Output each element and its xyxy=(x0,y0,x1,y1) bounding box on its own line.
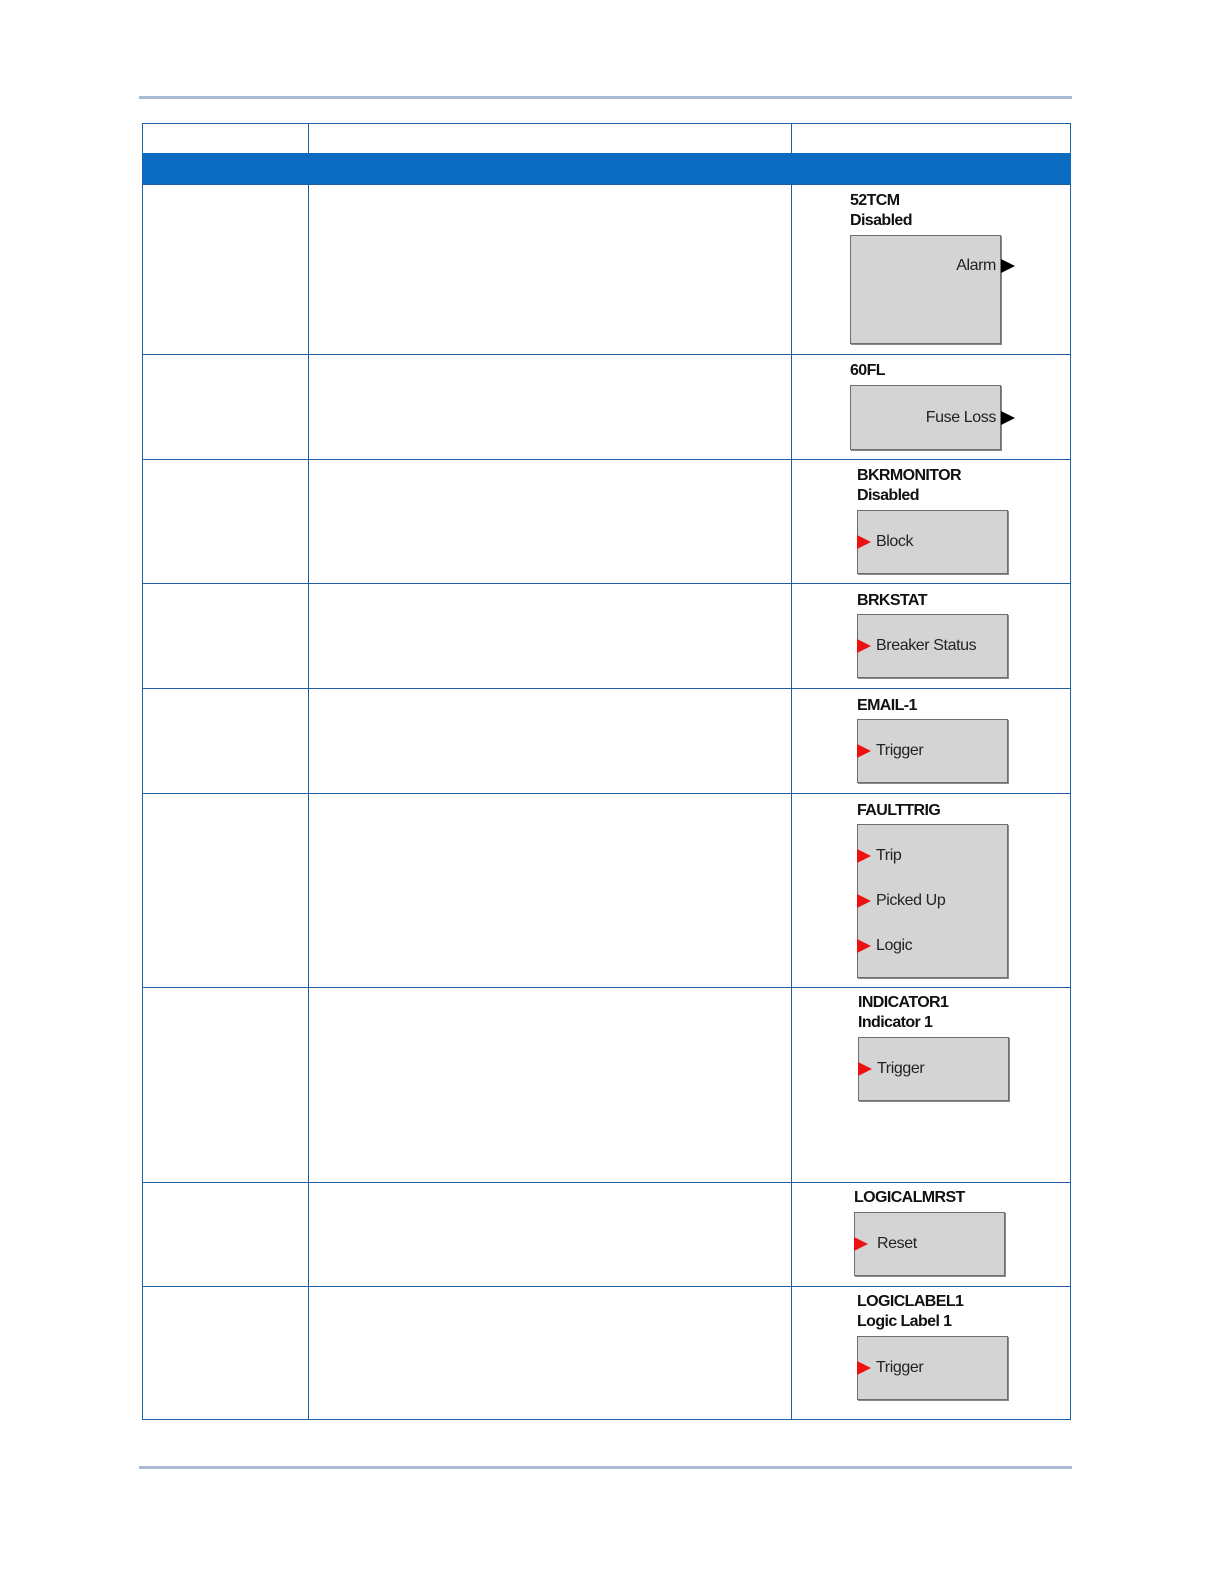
logic-block-email-1 xyxy=(857,696,1008,783)
table-header-row xyxy=(142,123,1071,184)
block-subtitle: Logic Label 1 xyxy=(857,1313,952,1330)
logic-block-bkrmonitor xyxy=(857,466,1008,574)
table-row xyxy=(142,1286,1071,1420)
block-body xyxy=(850,235,1001,344)
header-rule xyxy=(139,96,1072,99)
table-cell xyxy=(791,583,1071,688)
block-body xyxy=(857,614,1008,678)
table-row xyxy=(142,688,1071,793)
block-title: EMAIL-1 xyxy=(857,697,917,714)
table-row xyxy=(142,354,1071,459)
table-cell xyxy=(142,1286,308,1420)
table-row xyxy=(142,793,1071,987)
section-header-band xyxy=(142,153,1071,184)
table-cell xyxy=(142,184,308,354)
input-arrow-icon xyxy=(857,939,871,953)
table-cell xyxy=(308,184,791,354)
table-cell xyxy=(308,688,791,793)
block-body xyxy=(857,824,1008,978)
input-port-label: Reset xyxy=(877,1235,917,1252)
input-port-label: Trigger xyxy=(876,742,924,759)
table-cell xyxy=(308,583,791,688)
table-cell xyxy=(142,459,308,583)
block-title: 52TCM xyxy=(850,192,900,209)
table-cell xyxy=(308,793,791,987)
input-arrow-icon xyxy=(858,1062,872,1076)
table-cell xyxy=(791,987,1071,1182)
table-cell xyxy=(142,987,308,1182)
table-cell xyxy=(142,583,308,688)
input-arrow-icon xyxy=(857,639,871,653)
block-body xyxy=(858,1037,1009,1101)
block-subtitle: Disabled xyxy=(857,487,919,504)
block-title: LOGICALMRST xyxy=(854,1189,965,1206)
block-title: LOGICLABEL1 xyxy=(857,1293,964,1310)
input-port-label: Trigger xyxy=(877,1060,925,1077)
logic-block-faulttrig xyxy=(857,801,1008,978)
input-port-label: Breaker Status xyxy=(876,637,977,654)
output-port-label: Alarm xyxy=(956,257,996,274)
table-cell xyxy=(142,354,308,459)
table-cell xyxy=(791,354,1071,459)
logic-block-indicator1 xyxy=(858,993,1009,1101)
input-port-label: Logic xyxy=(876,937,913,954)
block-body xyxy=(854,1212,1005,1276)
table-cell xyxy=(142,1182,308,1286)
output-arrow-icon xyxy=(1001,411,1015,425)
logic-block-logiclabel1 xyxy=(857,1292,1008,1400)
block-body xyxy=(850,385,1001,450)
table-row xyxy=(142,459,1071,583)
input-port-label: Picked Up xyxy=(876,892,946,909)
input-arrow-icon xyxy=(854,1237,868,1251)
block-body xyxy=(857,1336,1008,1400)
block-title: 60FL xyxy=(850,362,885,379)
logic-block-logicalmrst xyxy=(854,1188,1005,1276)
table-row xyxy=(142,184,1071,354)
logic-block-brkstat xyxy=(857,591,1008,678)
block-title: INDICATOR1 xyxy=(858,994,949,1011)
table-cell xyxy=(308,1286,791,1420)
block-title: FAULTTRIG xyxy=(857,802,941,819)
input-port-label: Trip xyxy=(876,847,902,864)
table-cell xyxy=(791,793,1071,987)
footer-rule xyxy=(139,1466,1072,1469)
table-cell xyxy=(791,1182,1071,1286)
table-cell xyxy=(142,688,308,793)
input-arrow-icon xyxy=(857,1361,871,1375)
table-cell xyxy=(142,793,308,987)
block-body xyxy=(857,719,1008,783)
table-cell xyxy=(308,459,791,583)
input-arrow-icon xyxy=(857,744,871,758)
input-port-label: Trigger xyxy=(876,1359,924,1376)
block-title: BRKSTAT xyxy=(857,592,927,609)
table-cell xyxy=(791,459,1071,583)
input-port-label: Block xyxy=(876,533,914,550)
table-cell xyxy=(308,987,791,1182)
block-subtitle: Indicator 1 xyxy=(858,1014,933,1031)
table-cell xyxy=(791,184,1071,354)
table-row xyxy=(142,1182,1071,1286)
block-subtitle: Disabled xyxy=(850,212,912,229)
table-row xyxy=(142,987,1071,1182)
input-arrow-icon xyxy=(857,849,871,863)
logic-block-60fl xyxy=(850,361,1001,450)
table-cell xyxy=(308,354,791,459)
block-title: BKRMONITOR xyxy=(857,467,961,484)
output-arrow-icon xyxy=(1001,259,1015,273)
table-cell xyxy=(791,688,1071,793)
output-port-label: Fuse Loss xyxy=(925,409,996,426)
table-row xyxy=(142,583,1071,688)
input-arrow-icon xyxy=(857,894,871,908)
input-arrow-icon xyxy=(857,535,871,549)
block-body xyxy=(857,510,1008,574)
table-cell xyxy=(791,1286,1071,1420)
table-cell xyxy=(308,1182,791,1286)
logic-block-52tcm xyxy=(850,191,1001,344)
